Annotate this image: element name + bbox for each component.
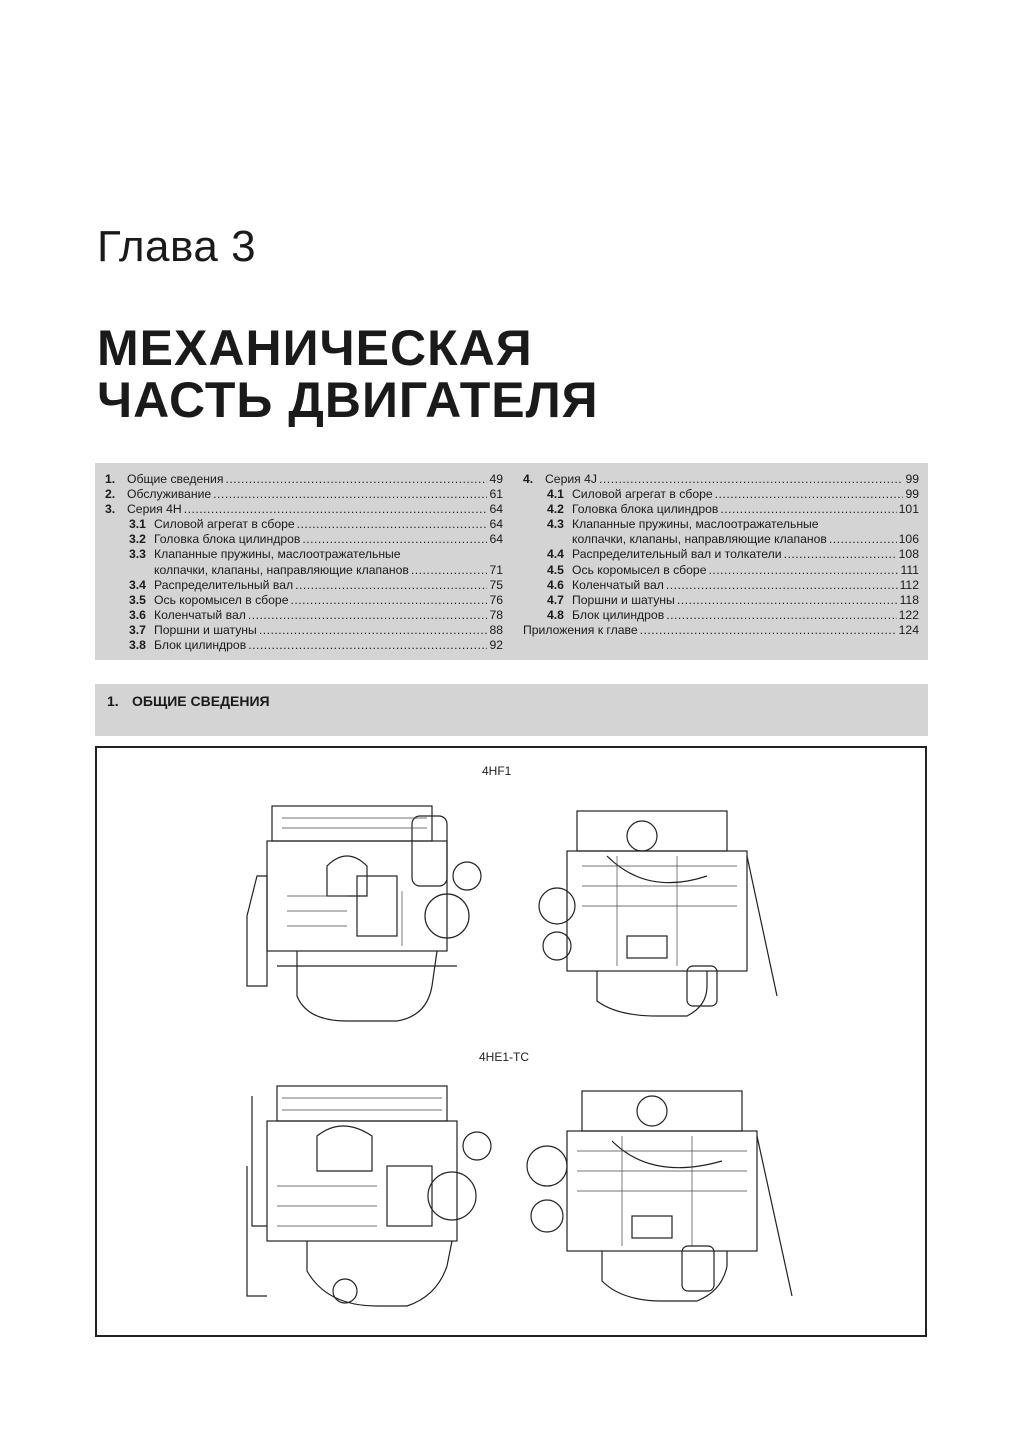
- toc-entry-number: 3.3: [129, 547, 146, 562]
- toc-entry-number: 4.2: [547, 502, 564, 517]
- engine-figure: [95, 746, 927, 1337]
- section-title: ОБЩИЕ СВЕДЕНИЯ: [132, 693, 270, 709]
- toc-leader-dots: [248, 638, 487, 653]
- figure-label-4hf1: 4HF1: [482, 764, 512, 778]
- toc-leader-dots: [709, 563, 899, 578]
- toc-entry-page: 108: [898, 547, 919, 562]
- toc-entry-page: 49: [489, 472, 503, 486]
- toc-entry-page: 64: [489, 532, 503, 547]
- toc-entry: [105, 638, 503, 653]
- toc-entry-title: Распределительный вал: [154, 577, 294, 592]
- toc-entry-page: 99: [905, 487, 919, 502]
- toc-leader-dots: [715, 487, 904, 502]
- toc-entry-title: Клапанные пружины, маслоотражательные: [572, 517, 819, 532]
- toc-entry-page: 78: [489, 607, 503, 622]
- toc-leader-dots: [666, 608, 896, 623]
- toc-entry-title: Серия 4J: [545, 472, 598, 486]
- toc-entry: [523, 578, 919, 593]
- toc-entry-number: 3.: [105, 502, 116, 517]
- toc-entry-title: Поршни и шатуны: [572, 592, 675, 607]
- toc-entry-title: Головка блока цилиндров: [154, 532, 301, 547]
- toc-entry: [105, 623, 503, 638]
- toc-leader-dots: [259, 623, 488, 638]
- toc-leader-dots: [720, 502, 896, 517]
- toc-entry: [105, 532, 503, 547]
- toc-entry-title: Силовой агрегат в сборе: [572, 487, 713, 502]
- toc-entry-page: 99: [905, 472, 919, 486]
- toc-entry: [523, 532, 919, 547]
- toc-entry-page: 106: [898, 532, 919, 547]
- engine-drawing-4he1-tc-front: [522, 1066, 797, 1326]
- toc-entry-number: 3.7: [129, 622, 146, 637]
- toc-entry: [105, 517, 503, 532]
- toc-entry-title: колпачки, клапаны, направляющие клапанов: [154, 562, 409, 577]
- toc-entry: [523, 472, 919, 487]
- figure-label-4he1-tc: 4HE1-TC: [479, 1050, 530, 1064]
- toc-entry-page: 61: [489, 487, 503, 502]
- toc-leader-dots: [599, 472, 903, 487]
- toc-entry: [523, 517, 919, 532]
- toc-entry: [105, 472, 503, 487]
- toc-entry: [105, 487, 503, 502]
- toc-entry-title: Общие сведения: [127, 472, 224, 486]
- toc-column-left: [105, 472, 503, 653]
- toc-entry-page: 112: [899, 577, 919, 592]
- toc-entry: [523, 608, 919, 623]
- chapter-title-line-2: ЧАСТЬ ДВИГАТЕЛЯ: [97, 372, 599, 428]
- section-heading: [95, 684, 928, 736]
- toc-leader-dots: [302, 532, 487, 547]
- toc-entry-number: 4.7: [547, 592, 564, 607]
- toc-entry-title: Ось коромысел в сборе: [572, 562, 707, 577]
- toc-leader-dots: [411, 563, 488, 578]
- table-of-contents: [95, 463, 928, 660]
- chapter-title-line-1: МЕХАНИЧЕСКАЯ: [97, 320, 533, 376]
- toc-entry-title: Ось коромысел в сборе: [154, 592, 289, 607]
- section-number: 1.: [107, 693, 119, 709]
- toc-leader-dots: [784, 547, 897, 562]
- toc-entry: [523, 502, 919, 517]
- toc-entry-title: Головка блока цилиндров: [572, 502, 719, 517]
- toc-entry-title: Клапанные пружины, маслоотражательные: [154, 547, 401, 562]
- toc-entry-number: 4.6: [547, 577, 564, 592]
- toc-entry-title: Приложения к главе: [523, 622, 638, 637]
- toc-entry-page: 64: [489, 517, 503, 532]
- toc-entry: [523, 563, 919, 578]
- toc-entry: [523, 593, 919, 608]
- toc-leader-dots: [297, 517, 488, 532]
- toc-entry-number: 1.: [105, 472, 116, 486]
- toc-entry-title: Коленчатый вал: [154, 607, 246, 622]
- toc-entry: [105, 608, 503, 623]
- toc-entry-page: 124: [898, 622, 919, 637]
- toc-entry-title: Коленчатый вал: [572, 577, 664, 592]
- toc-entry-number: 4.4: [547, 547, 564, 562]
- toc-entry: [523, 487, 919, 502]
- toc-entry-number: 2.: [105, 487, 116, 502]
- toc-entry-number: 4.: [523, 472, 534, 486]
- toc-entry-number: 3.2: [129, 532, 146, 547]
- toc-entry-number: 4.3: [547, 517, 564, 532]
- toc-leader-dots: [225, 472, 487, 487]
- toc-entry-number: 3.5: [129, 592, 146, 607]
- toc-entry-title: Серия 4H: [127, 502, 182, 517]
- toc-entry-page: 76: [489, 592, 503, 607]
- toc-leader-dots: [248, 608, 488, 623]
- toc-entry: [105, 502, 503, 517]
- toc-entry-title: Распределительный вал и толкатели: [572, 547, 782, 562]
- toc-entry-page: 92: [489, 638, 503, 653]
- toc-entry-page: 111: [900, 562, 919, 577]
- toc-leader-dots: [295, 578, 487, 593]
- toc-entry: [523, 623, 919, 638]
- toc-leader-dots: [829, 532, 897, 547]
- toc-leader-dots: [291, 593, 488, 608]
- toc-entry: [523, 547, 919, 562]
- toc-entry-title: Обслуживание: [127, 487, 212, 502]
- toc-entry: [105, 593, 503, 608]
- toc-entry-number: 4.1: [547, 487, 564, 502]
- toc-entry-page: 64: [489, 502, 503, 517]
- engine-drawing-4hf1-front: [537, 796, 787, 1036]
- toc-entry-page: 122: [898, 607, 919, 622]
- toc-entry-page: 75: [489, 577, 503, 592]
- toc-entry-number: 3.8: [129, 638, 146, 653]
- toc-entry-page: 118: [899, 592, 919, 607]
- engine-drawing-4hf1-side: [237, 796, 497, 1036]
- toc-leader-dots: [677, 593, 898, 608]
- toc-entry-page: 71: [489, 562, 503, 577]
- toc-entry-page: 88: [489, 622, 503, 637]
- toc-entry-title: колпачки, клапаны, направляющие клапанов: [572, 532, 827, 547]
- toc-entry-page: 101: [898, 502, 919, 517]
- chapter-label: Глава 3: [97, 222, 257, 271]
- toc-entry: [105, 563, 503, 578]
- toc-leader-dots: [666, 578, 898, 593]
- toc-entry-number: 4.8: [547, 607, 564, 622]
- toc-entry-title: Блок цилиндров: [154, 638, 247, 653]
- engine-drawing-4he1-tc-side: [237, 1066, 507, 1326]
- toc-leader-dots: [184, 502, 488, 517]
- toc-entry: [105, 547, 503, 562]
- toc-column-right: [523, 472, 919, 638]
- toc-entry-title: Поршни и шатуны: [154, 622, 257, 637]
- toc-entry-title: Силовой агрегат в сборе: [154, 517, 295, 532]
- toc-leader-dots: [640, 623, 897, 638]
- toc-entry: [105, 578, 503, 593]
- toc-entry-number: 4.5: [547, 562, 564, 577]
- toc-entry-number: 3.4: [129, 577, 146, 592]
- toc-entry-number: 3.6: [129, 607, 146, 622]
- toc-entry-title: Блок цилиндров: [572, 607, 665, 622]
- chapter-title: [97, 322, 599, 426]
- toc-entry-number: 3.1: [129, 517, 146, 532]
- toc-leader-dots: [213, 487, 487, 502]
